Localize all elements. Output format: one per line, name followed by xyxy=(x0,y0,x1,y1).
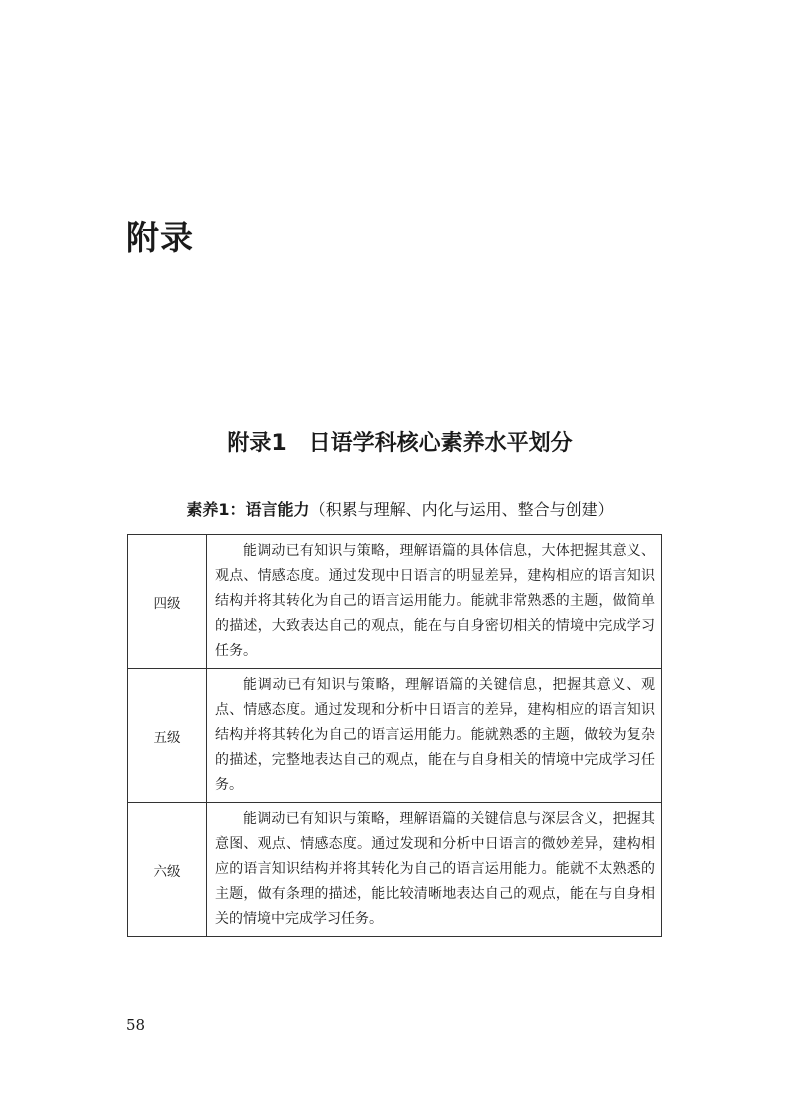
level-label: 五级 xyxy=(128,669,207,803)
level-table xyxy=(127,534,662,937)
level-label: 六级 xyxy=(128,803,207,937)
subsection-title xyxy=(0,500,800,521)
section-title: 附录1 日语学科核心素养水平划分 xyxy=(227,431,573,456)
level-description: 能调动已有知识与策略，理解语篇的具体信息，大体把握其意义、观点、情感态度。通过发现中日语言的明显差异，建构相应的语言知识结构并将其转化为自己的语言运用能力。能就非常熟悉的主题，做简单的描述，大致表达自己的观点，能在与自身密切相关的情境中完成学习任务。 xyxy=(207,535,662,669)
level-description: 能调动已有知识与策略，理解语篇的关键信息，把握其意义、观点、情感态度。通过发现和分析中日语言的差异，建构相应的语言知识结构并将其转化为自己的语言运用能力。能就熟悉的主题，做较为复杂的描述，完整地表达自己的观点，能在与自身相关的情境中完成学习任务。 xyxy=(207,669,662,803)
table-row xyxy=(128,669,662,803)
table-row xyxy=(128,535,662,669)
level-label: 四级 xyxy=(128,535,207,669)
level-description: 能调动已有知识与策略，理解语篇的关键信息与深层含义，把握其意图、观点、情感态度。通过发现和分析中日语言的微妙差异，建构相应的语言知识结构并将其转化为自己的语言运用能力。能就不太熟悉的主题，做有条理的描述，能比较清晰地表达自己的观点，能在与自身相关的情境中完成学习任务。 xyxy=(207,803,662,937)
page-number: 58 xyxy=(126,1016,146,1034)
competency-name: 素养1：语言能力 xyxy=(186,500,310,519)
competency-scope: （积累与理解、内化与运用、整合与创建） xyxy=(309,500,614,519)
chapter-title: 附录 xyxy=(126,218,194,257)
table-row xyxy=(128,803,662,937)
